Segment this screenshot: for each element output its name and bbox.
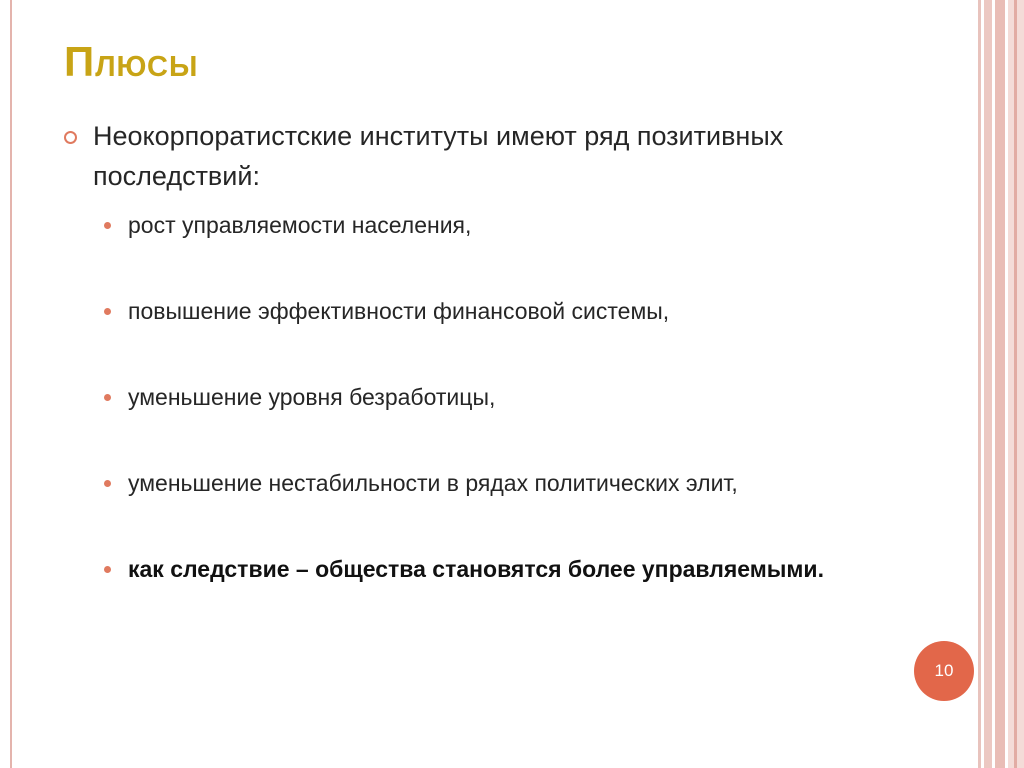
ring-bullet-icon [64,131,77,144]
consequences-list [104,205,964,635]
dot-bullet-icon [104,480,111,487]
list-item [104,463,964,503]
dot-bullet-icon [104,222,111,229]
dot-bullet-icon [104,394,111,401]
left-border-line [10,0,12,768]
slide-title: Плюсы [64,38,199,85]
intro-bullet [64,116,944,196]
list-item-text: рост управляемости населения, [128,211,472,238]
list-item-text-conclusion: как следствие – общества становятся более управляемыми. [128,555,824,582]
list-item [104,377,964,417]
page-number-badge: 10 [914,641,974,701]
right-stripe [1014,0,1017,768]
list-item [104,205,964,245]
dot-bullet-icon [104,308,111,315]
right-stripe [978,0,981,768]
right-stripe [984,0,992,768]
list-item-text: уменьшение уровня безработицы, [128,383,496,410]
intro-text: Неокорпоратистские институты имеют ряд позитивных последствий: [93,121,784,191]
dot-bullet-icon [104,566,111,573]
right-stripe [995,0,1005,768]
list-item-text: уменьшение нестабильности в рядах политических элит, [128,469,738,496]
list-item-text: повышение эффективности финансовой системы, [128,297,670,324]
list-item [104,291,964,331]
list-item [104,549,964,589]
